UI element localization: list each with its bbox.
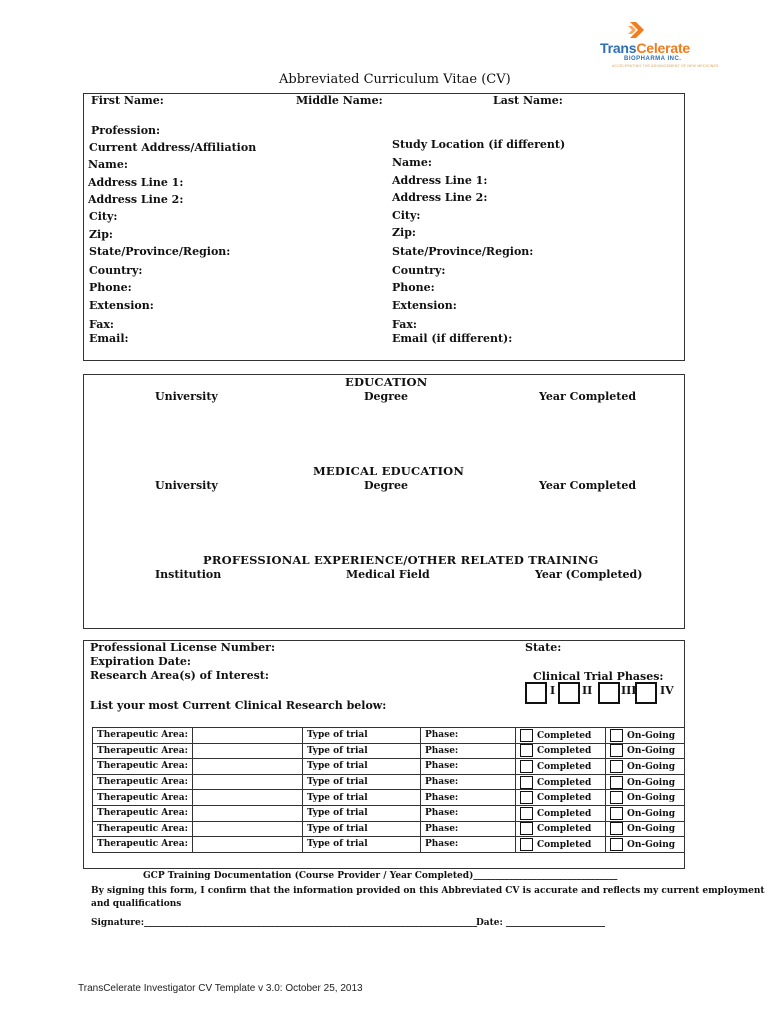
ongoing-checkbox[interactable] bbox=[610, 807, 623, 820]
trial-type-label[interactable]: Type of trial bbox=[303, 728, 421, 744]
logo-wordmark: TransCelerate bbox=[600, 40, 691, 56]
ongoing-checkbox[interactable] bbox=[610, 729, 623, 742]
page-footer: TransCelerate Investigator CV Template v 3.0: October 25, 2013 bbox=[78, 983, 363, 994]
education-section bbox=[83, 374, 685, 629]
personal-info-section bbox=[83, 93, 685, 361]
ongoing-label: On-Going bbox=[627, 808, 676, 819]
trial-type-label[interactable]: Type of trial bbox=[303, 759, 421, 775]
study-zip-field[interactable]: Zip: bbox=[392, 226, 416, 239]
completed-option[interactable] bbox=[516, 759, 606, 775]
table-row bbox=[93, 759, 685, 775]
ongoing-label: On-Going bbox=[627, 730, 676, 741]
consent-text-line1: By signing this form, I confirm that the information provided on this Abbreviated CV is accurate and reflects my current employment bbox=[91, 886, 765, 896]
phase-3-label: III bbox=[621, 684, 637, 697]
study-name-field[interactable]: Name: bbox=[392, 156, 432, 169]
therapeutic-area-input[interactable] bbox=[193, 821, 303, 837]
current-city-field[interactable]: City: bbox=[89, 210, 118, 223]
completed-checkbox[interactable] bbox=[520, 729, 533, 742]
completed-label: Completed bbox=[537, 824, 592, 835]
completed-option[interactable] bbox=[516, 790, 606, 806]
phase-label[interactable]: Phase: bbox=[421, 774, 516, 790]
completed-label: Completed bbox=[537, 730, 592, 741]
therapeutic-area-label: Therapeutic Area: bbox=[93, 743, 193, 759]
experience-institution-column: Institution bbox=[155, 568, 222, 581]
ongoing-option[interactable] bbox=[606, 837, 685, 853]
ongoing-option[interactable] bbox=[606, 774, 685, 790]
phase-label[interactable]: Phase: bbox=[421, 805, 516, 821]
phase-3-checkbox[interactable] bbox=[598, 682, 620, 704]
ongoing-option[interactable] bbox=[606, 805, 685, 821]
phase-label[interactable]: Phase: bbox=[421, 728, 516, 744]
completed-label: Completed bbox=[537, 746, 592, 757]
last-name-field[interactable]: Last Name: bbox=[493, 94, 563, 107]
ongoing-checkbox[interactable] bbox=[610, 760, 623, 773]
clinical-research-table bbox=[92, 727, 685, 853]
logo-subtitle: BIOPHARMA INC. bbox=[624, 56, 682, 62]
table-row bbox=[93, 774, 685, 790]
completed-checkbox[interactable] bbox=[520, 791, 533, 804]
trial-type-label[interactable]: Type of trial bbox=[303, 743, 421, 759]
trial-type-label[interactable]: Type of trial bbox=[303, 805, 421, 821]
completed-option[interactable] bbox=[516, 837, 606, 853]
therapeutic-area-input[interactable] bbox=[193, 805, 303, 821]
gcp-training-field[interactable]: GCP Training Documentation (Course Provider / Year Completed)________________________________ bbox=[143, 871, 618, 881]
phase-label[interactable]: Phase: bbox=[421, 837, 516, 853]
current-phone-field[interactable]: Phone: bbox=[89, 281, 132, 294]
current-fax-field[interactable]: Fax: bbox=[89, 318, 114, 331]
trial-type-label[interactable]: Type of trial bbox=[303, 821, 421, 837]
therapeutic-area-input[interactable] bbox=[193, 743, 303, 759]
completed-option[interactable] bbox=[516, 805, 606, 821]
ongoing-label: On-Going bbox=[627, 824, 676, 835]
completed-checkbox[interactable] bbox=[520, 838, 533, 851]
current-extension-field[interactable]: Extension: bbox=[89, 299, 154, 312]
completed-option[interactable] bbox=[516, 774, 606, 790]
phase-1-label: I bbox=[550, 684, 556, 697]
phase-4-checkbox[interactable] bbox=[635, 682, 657, 704]
ongoing-option[interactable] bbox=[606, 790, 685, 806]
license-state-field[interactable]: State: bbox=[525, 641, 562, 654]
medical-university-column: University bbox=[155, 479, 218, 492]
completed-checkbox[interactable] bbox=[520, 760, 533, 773]
study-fax-field[interactable]: Fax: bbox=[392, 318, 417, 331]
ongoing-label: On-Going bbox=[627, 777, 676, 788]
table-row bbox=[93, 728, 685, 744]
table-row bbox=[93, 821, 685, 837]
current-address-heading: Current Address/Affiliation bbox=[89, 141, 257, 154]
clinical-trial-phases-label: Clinical Trial Phases: bbox=[533, 670, 664, 683]
therapeutic-area-label: Therapeutic Area: bbox=[93, 805, 193, 821]
phase-label[interactable]: Phase: bbox=[421, 821, 516, 837]
ongoing-label: On-Going bbox=[627, 793, 676, 804]
current-state-field[interactable]: State/Province/Region: bbox=[89, 245, 231, 258]
license-number-field[interactable]: Professional License Number: bbox=[90, 641, 276, 654]
date-field[interactable]: Date: ______________________ bbox=[476, 918, 605, 928]
table-row bbox=[93, 790, 685, 806]
ongoing-option[interactable] bbox=[606, 728, 685, 744]
study-address-line1-field[interactable]: Address Line 1: bbox=[392, 174, 488, 187]
completed-checkbox[interactable] bbox=[520, 822, 533, 835]
experience-heading: PROFESSIONAL EXPERIENCE/OTHER RELATED TRAINING bbox=[203, 553, 599, 567]
current-country-field[interactable]: Country: bbox=[89, 264, 143, 277]
therapeutic-area-input[interactable] bbox=[193, 728, 303, 744]
ongoing-checkbox[interactable] bbox=[610, 791, 623, 804]
completed-option[interactable] bbox=[516, 728, 606, 744]
completed-checkbox[interactable] bbox=[520, 776, 533, 789]
completed-label: Completed bbox=[537, 777, 592, 788]
completed-option[interactable] bbox=[516, 743, 606, 759]
study-state-field[interactable]: State/Province/Region: bbox=[392, 245, 534, 258]
consent-text-line2: and qualifications bbox=[91, 899, 182, 909]
therapeutic-area-input[interactable] bbox=[193, 759, 303, 775]
table-row bbox=[93, 805, 685, 821]
study-phone-field[interactable]: Phone: bbox=[392, 281, 435, 294]
ongoing-checkbox[interactable] bbox=[610, 822, 623, 835]
current-address-line1-field[interactable]: Address Line 1: bbox=[88, 176, 184, 189]
first-name-field[interactable]: First Name: bbox=[91, 94, 164, 107]
clinical-research-prompt: List your most Current Clinical Research below: bbox=[90, 699, 387, 712]
therapeutic-area-input[interactable] bbox=[193, 774, 303, 790]
completed-option[interactable] bbox=[516, 821, 606, 837]
phase-1-checkbox[interactable] bbox=[525, 682, 547, 704]
completed-label: Completed bbox=[537, 793, 592, 804]
ongoing-checkbox[interactable] bbox=[610, 776, 623, 789]
education-degree-column: Degree bbox=[364, 390, 409, 403]
ongoing-checkbox[interactable] bbox=[610, 838, 623, 851]
signature-field[interactable]: Signature:__________________________________________________________________________ bbox=[91, 918, 478, 928]
trial-type-label[interactable]: Type of trial bbox=[303, 837, 421, 853]
current-name-field[interactable]: Name: bbox=[88, 158, 128, 171]
therapeutic-area-label: Therapeutic Area: bbox=[93, 790, 193, 806]
logo-tagline: ACCELERATING THE ADVANCEMENT OF NEW MEDICINES bbox=[612, 64, 719, 68]
expiration-date-field[interactable]: Expiration Date: bbox=[90, 655, 191, 668]
therapeutic-area-label: Therapeutic Area: bbox=[93, 837, 193, 853]
medical-degree-column: Degree bbox=[364, 479, 409, 492]
study-extension-field[interactable]: Extension: bbox=[392, 299, 457, 312]
ongoing-option[interactable] bbox=[606, 759, 685, 775]
logo-arrow-icon bbox=[626, 20, 648, 42]
current-zip-field[interactable]: Zip: bbox=[89, 228, 113, 241]
experience-year-column: Year (Completed) bbox=[535, 568, 643, 581]
ongoing-label: On-Going bbox=[627, 839, 676, 850]
ongoing-label: On-Going bbox=[627, 761, 676, 772]
completed-label: Completed bbox=[537, 808, 592, 819]
ongoing-checkbox[interactable] bbox=[610, 744, 623, 757]
phase-label[interactable]: Phase: bbox=[421, 790, 516, 806]
completed-checkbox[interactable] bbox=[520, 744, 533, 757]
phase-label[interactable]: Phase: bbox=[421, 759, 516, 775]
phase-label[interactable]: Phase: bbox=[421, 743, 516, 759]
experience-field-column: Medical Field bbox=[346, 568, 430, 581]
table-row bbox=[93, 743, 685, 759]
medical-year-column: Year Completed bbox=[539, 479, 637, 492]
ongoing-option[interactable] bbox=[606, 743, 685, 759]
trial-type-label[interactable]: Type of trial bbox=[303, 790, 421, 806]
study-address-line2-field[interactable]: Address Line 2: bbox=[392, 191, 488, 204]
middle-name-field[interactable]: Middle Name: bbox=[296, 94, 383, 107]
phase-2-label: II bbox=[582, 684, 593, 697]
study-city-field[interactable]: City: bbox=[392, 209, 421, 222]
study-email-field[interactable]: Email (if different): bbox=[392, 332, 513, 345]
table-row bbox=[93, 837, 685, 853]
education-heading: EDUCATION bbox=[345, 375, 428, 389]
profession-field[interactable]: Profession: bbox=[91, 124, 161, 137]
phase-2-checkbox[interactable] bbox=[558, 682, 580, 704]
therapeutic-area-label: Therapeutic Area: bbox=[93, 728, 193, 744]
education-university-column: University bbox=[155, 390, 218, 403]
therapeutic-area-label: Therapeutic Area: bbox=[93, 774, 193, 790]
research-area-field[interactable]: Research Area(s) of Interest: bbox=[90, 669, 269, 682]
study-country-field[interactable]: Country: bbox=[392, 264, 446, 277]
completed-label: Completed bbox=[537, 761, 592, 772]
therapeutic-area-label: Therapeutic Area: bbox=[93, 759, 193, 775]
medical-education-heading: MEDICAL EDUCATION bbox=[313, 464, 465, 478]
therapeutic-area-label: Therapeutic Area: bbox=[93, 821, 193, 837]
education-year-column: Year Completed bbox=[539, 390, 637, 403]
current-email-field[interactable]: Email: bbox=[89, 332, 129, 345]
completed-label: Completed bbox=[537, 839, 592, 850]
completed-checkbox[interactable] bbox=[520, 807, 533, 820]
ongoing-label: On-Going bbox=[627, 746, 676, 757]
therapeutic-area-input[interactable] bbox=[193, 790, 303, 806]
page-title: Abbreviated Curriculum Vitae (CV) bbox=[279, 72, 511, 87]
study-location-heading: Study Location (if different) bbox=[392, 138, 566, 151]
therapeutic-area-input[interactable] bbox=[193, 837, 303, 853]
trial-type-label[interactable]: Type of trial bbox=[303, 774, 421, 790]
phase-4-label: IV bbox=[660, 684, 674, 697]
current-address-line2-field[interactable]: Address Line 2: bbox=[88, 193, 184, 206]
ongoing-option[interactable] bbox=[606, 821, 685, 837]
